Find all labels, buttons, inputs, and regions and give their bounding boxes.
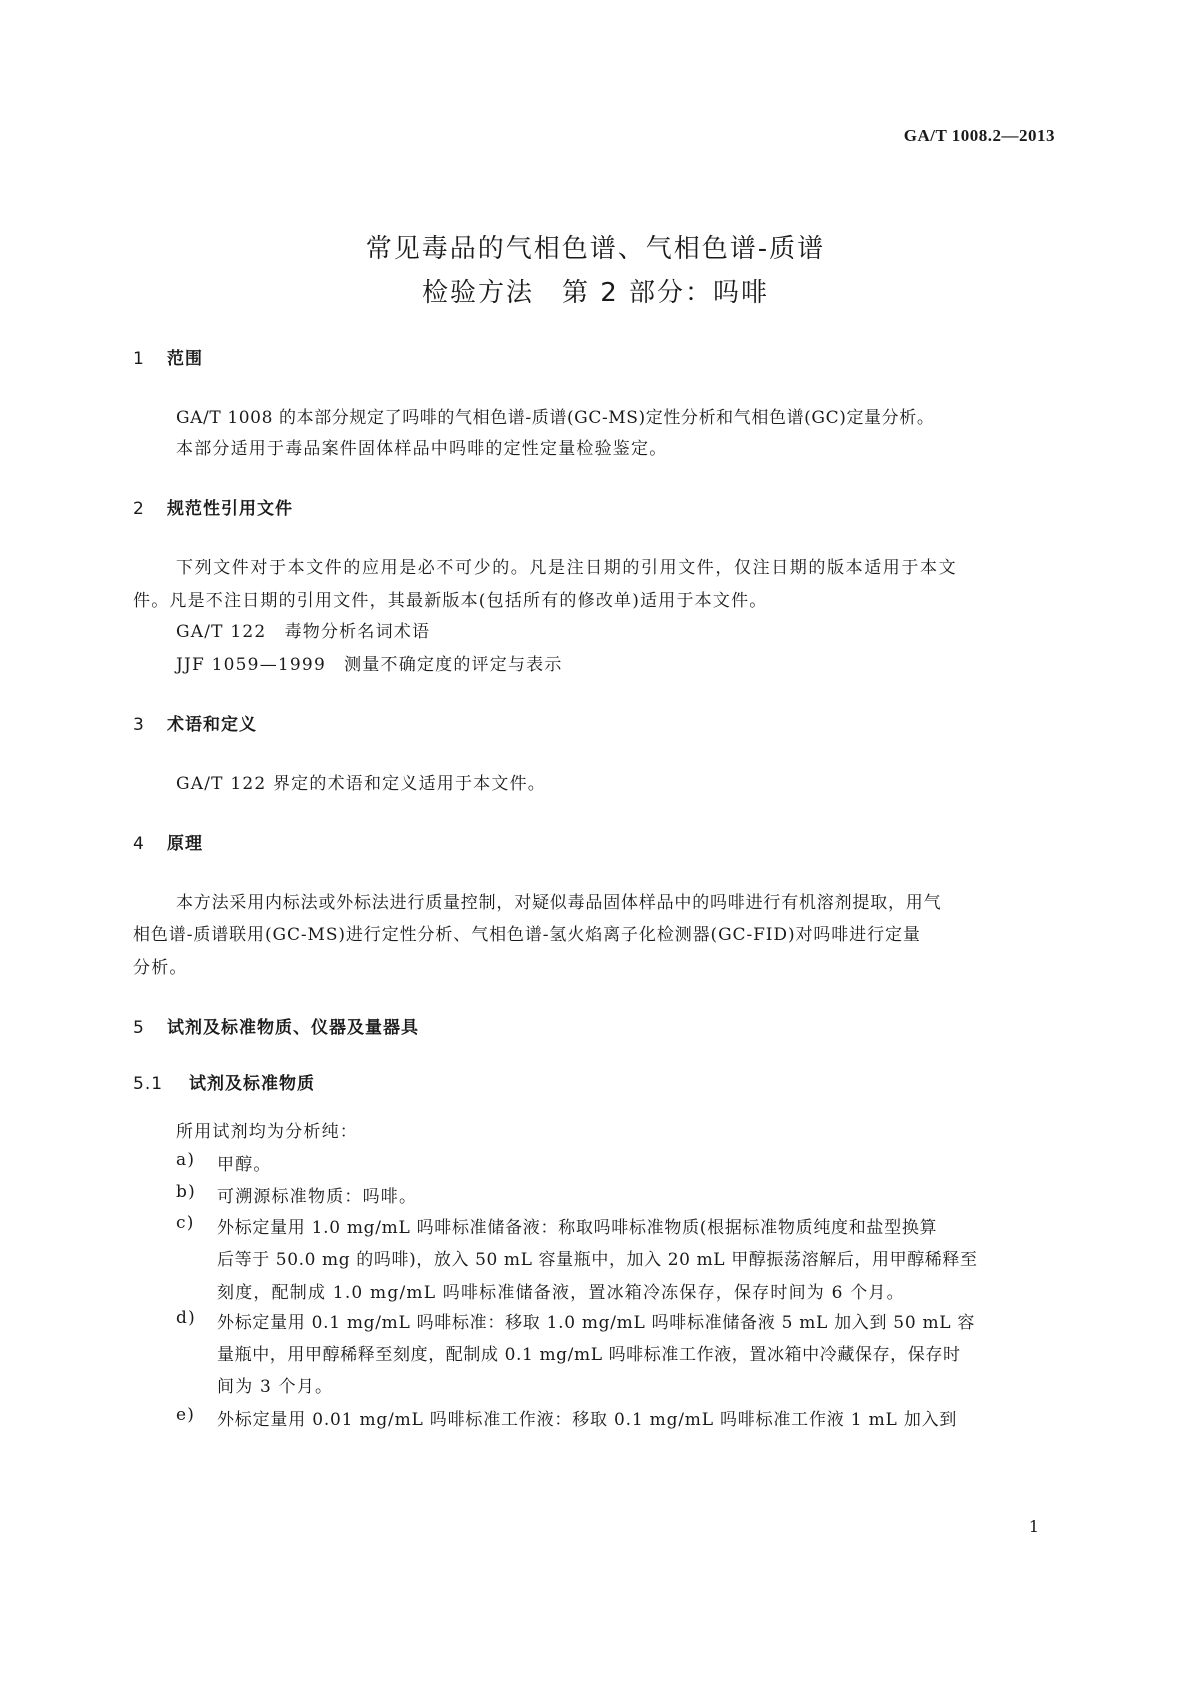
document-title-line-1: 常见毒品的气相色谱、气相色谱-质谱 [365, 234, 826, 264]
list-item-text: 甲醇。 [217, 1155, 272, 1175]
section-title: 试剂及标准物质、仪器及量器具 [167, 1018, 419, 1038]
page-number: 1 [1028, 1517, 1039, 1536]
section-5-heading [133, 1013, 419, 1038]
section-1-heading [133, 344, 203, 369]
section-4-heading [133, 829, 203, 854]
document-title-line-2: 检验方法 第 2 部分：吗啡 [421, 278, 770, 308]
list-item-text: 外标定量用 1.0 mg/mL 吗啡标准储备液：称取吗啡标准物质(根据标准物质纯度和盐型换算 [217, 1218, 938, 1238]
list-item-text: 外标定量用 0.01 mg/mL 吗啡标准工作液：移取 0.1 mg/mL 吗啡标准工作液 1 mL 加入到 [217, 1410, 958, 1430]
section-number: 3 [133, 715, 145, 735]
section-title: 范围 [167, 349, 203, 369]
list-item-text: 后等于 50.0 mg 的吗啡)，放入 50 mL 容量瓶中，加入 20 mL 甲醇振荡溶解后，用甲醇稀释至 [217, 1250, 978, 1270]
subsection-title: 试剂及标准物质 [189, 1074, 315, 1094]
section-title: 规范性引用文件 [167, 499, 293, 519]
paragraph-line: GA/T 1008 的本部分规定了吗啡的气相色谱-质谱(GC-MS)定性分析和气相色谱(GC)定量分析。 [176, 408, 935, 428]
section-2-heading [133, 494, 293, 519]
standard-code: GA/T 1008.2—2013 [903, 126, 1055, 145]
paragraph-line: GA/T 122 界定的术语和定义适用于本文件。 [176, 774, 546, 794]
reference-item: JJF 1059—1999 测量不确定度的评定与表示 [176, 655, 563, 675]
reference-item: GA/T 122 毒物分析名词术语 [176, 622, 431, 642]
list-item-text: 量瓶中，用甲醇稀释至刻度，配制成 0.1 mg/mL 吗啡标准工作液，置冰箱中冷藏保存，保存时 [217, 1345, 961, 1365]
paragraph-line: 下列文件对于本文件的应用是必不可少的。凡是注日期的引用文件，仅注日期的版本适用于本文 [176, 558, 958, 578]
list-item-label: a) [176, 1150, 196, 1170]
subsection-number: 5.1 [133, 1074, 164, 1094]
paragraph-line: 分析。 [133, 958, 188, 978]
list-item-label: c) [176, 1213, 195, 1233]
section-3-heading [133, 710, 257, 735]
section-number: 4 [133, 834, 145, 854]
paragraph-line: 本方法采用内标法或外标法进行质量控制，对疑似毒品固体样品中的吗啡进行有机溶剂提取，用气 [176, 893, 942, 913]
paragraph-line: 所用试剂均为分析纯： [176, 1122, 358, 1142]
list-item-text: 可溯源标准物质：吗啡。 [217, 1187, 418, 1207]
section-number: 1 [133, 349, 145, 369]
list-item-text: 外标定量用 0.1 mg/mL 吗啡标准：移取 1.0 mg/mL 吗啡标准储备液 5 mL 加入到 50 mL 容 [217, 1313, 976, 1333]
subsection-5-1-heading [133, 1069, 315, 1094]
paragraph-line: 件。凡是不注日期的引用文件，其最新版本(包括所有的修改单)适用于本文件。 [133, 591, 768, 611]
section-title: 术语和定义 [167, 715, 257, 735]
paragraph-line: 本部分适用于毒品案件固体样品中吗啡的定性定量检验鉴定。 [176, 439, 668, 459]
paragraph-line: 相色谱-质谱联用(GC-MS)进行定性分析、气相色谱-氢火焰离子化检测器(GC-FID)对吗啡进行定量 [133, 925, 921, 945]
list-item-label: d) [176, 1308, 196, 1328]
section-title: 原理 [167, 834, 203, 854]
list-item-label: b) [176, 1182, 196, 1202]
list-item-text: 刻度，配制成 1.0 mg/mL 吗啡标准储备液，置冰箱冷冻保存，保存时间为 6 个月。 [217, 1283, 905, 1303]
section-number: 5 [133, 1018, 145, 1038]
list-item-text: 间为 3 个月。 [217, 1377, 334, 1397]
list-item-label: e) [176, 1405, 196, 1425]
section-number: 2 [133, 499, 145, 519]
